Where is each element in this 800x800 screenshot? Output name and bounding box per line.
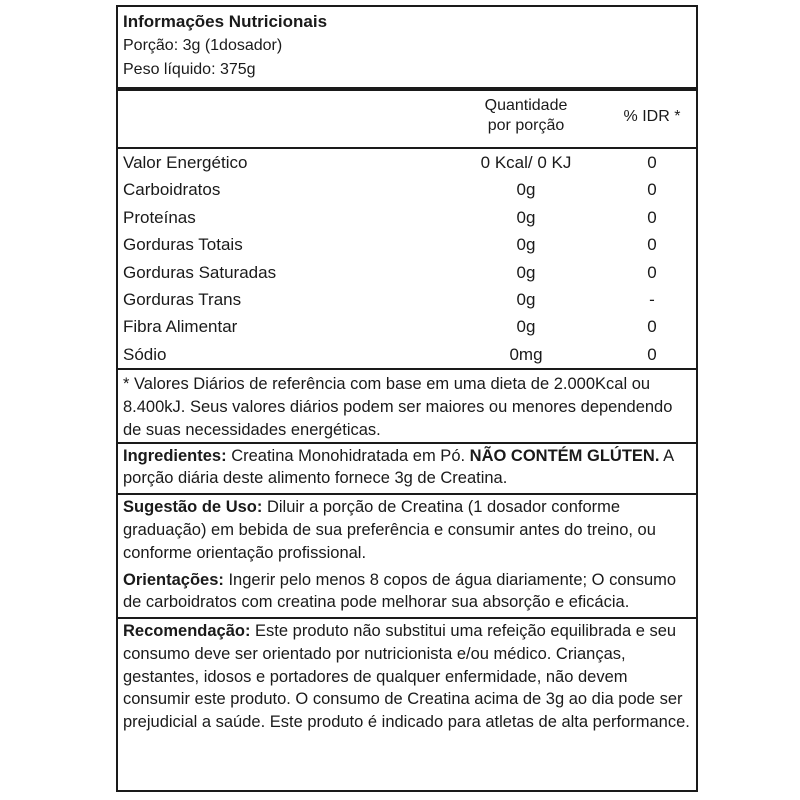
table-row	[118, 286, 696, 313]
table-row	[118, 176, 696, 203]
ingredients-label: Ingredientes:	[123, 446, 227, 465]
nutrient-table	[118, 149, 696, 368]
recommendation-section: Recomendação: Este produto não substitui uma refeição equilibrada e seu consumo deve ser orientado por nutricionista e/ou médico. Crianças, gestantes, idosos e portadores de qualquer enfermidade, não devem consumir este produto. O consumo de Creatina acima de 3g ao dia pode ser prejudicial a saúde. Este produto é indicado para atletas de alta performance.	[123, 622, 690, 732]
nutrient-idr: 0	[647, 235, 657, 255]
recommendation-label: Recomendação:	[123, 622, 251, 641]
label-header	[118, 7, 696, 87]
nutrient-idr: 0	[647, 180, 657, 200]
nutrient-name: Valor Energético	[123, 153, 248, 172]
nutrient-quantity: 0g	[516, 180, 536, 200]
table-row	[118, 204, 696, 231]
nutrient-name: Gorduras Saturadas	[123, 262, 277, 282]
nutrient-idr: 0	[647, 262, 657, 282]
net-weight: Peso líquido: 375g	[123, 61, 256, 78]
table-row	[118, 149, 696, 176]
usage-section: Sugestão de Uso: Diluir a porção de Creatina (1 dosador conforme graduação) em bebida de sua preferência e consumir antes do treino, ou conforme orientação profissional.	[123, 498, 656, 562]
nutrient-quantity: 0g	[516, 317, 536, 337]
nutrition-label	[116, 5, 698, 792]
gluten-warning: NÃO CONTÉM GLÚTEN.	[469, 446, 660, 465]
nutrient-name: Proteínas	[123, 207, 196, 227]
nutrient-idr: 0	[647, 207, 657, 227]
nutrient-quantity: 0mg	[509, 344, 543, 364]
guidance-label: Orientações:	[123, 570, 224, 589]
nutrient-name: Gorduras Trans	[123, 289, 242, 309]
nutrient-name: Gorduras Totais	[123, 235, 243, 255]
guidance-section: Orientações: Ingerir pelo menos 8 copos de água diariamente; O consumo de carboidratos com creatina pode melhorar sua absorção e eficácia.	[123, 570, 677, 612]
table-row	[118, 313, 696, 340]
nutrient-idr: 0	[647, 153, 657, 172]
nutrient-quantity: 0g	[516, 262, 536, 282]
nutrient-name: Carboidratos	[123, 180, 221, 200]
nutrient-name: Sódio	[123, 344, 167, 364]
ingredients-section: Ingredientes: Creatina Monohidratada em Pó. NÃO CONTÉM GLÚTEN. A porção diária deste alimento fornece 3g de Creatina.	[123, 446, 674, 488]
table-row	[118, 231, 696, 258]
nutrient-idr: 0	[647, 344, 657, 364]
label-title: Informações Nutricionais	[123, 12, 328, 31]
nutrient-quantity: 0g	[516, 235, 536, 255]
nutrient-idr: 0	[647, 317, 657, 337]
nutrient-quantity: 0 Kcal/ 0 KJ	[480, 153, 572, 172]
quantity-column-header: Quantidade por porção	[484, 97, 568, 134]
nutrient-quantity: 0g	[516, 207, 536, 227]
column-headers	[118, 91, 696, 147]
footnote: * Valores Diários de referência com base em uma dieta de 2.000Kcal ou 8.400kJ. Seus valores diários podem ser maiores ou menores dependendo de suas necessidades energéticas.	[123, 375, 673, 439]
nutrient-name: Fibra Alimentar	[123, 317, 238, 337]
nutrient-quantity: 0g	[516, 289, 536, 309]
table-row	[118, 259, 696, 286]
portion-size: Porção: 3g (1dosador)	[123, 37, 283, 54]
usage-label: Sugestão de Uso:	[123, 498, 263, 517]
nutrient-idr: -	[649, 289, 655, 309]
table-row	[118, 341, 696, 368]
idr-column-header: % IDR *	[623, 108, 681, 125]
